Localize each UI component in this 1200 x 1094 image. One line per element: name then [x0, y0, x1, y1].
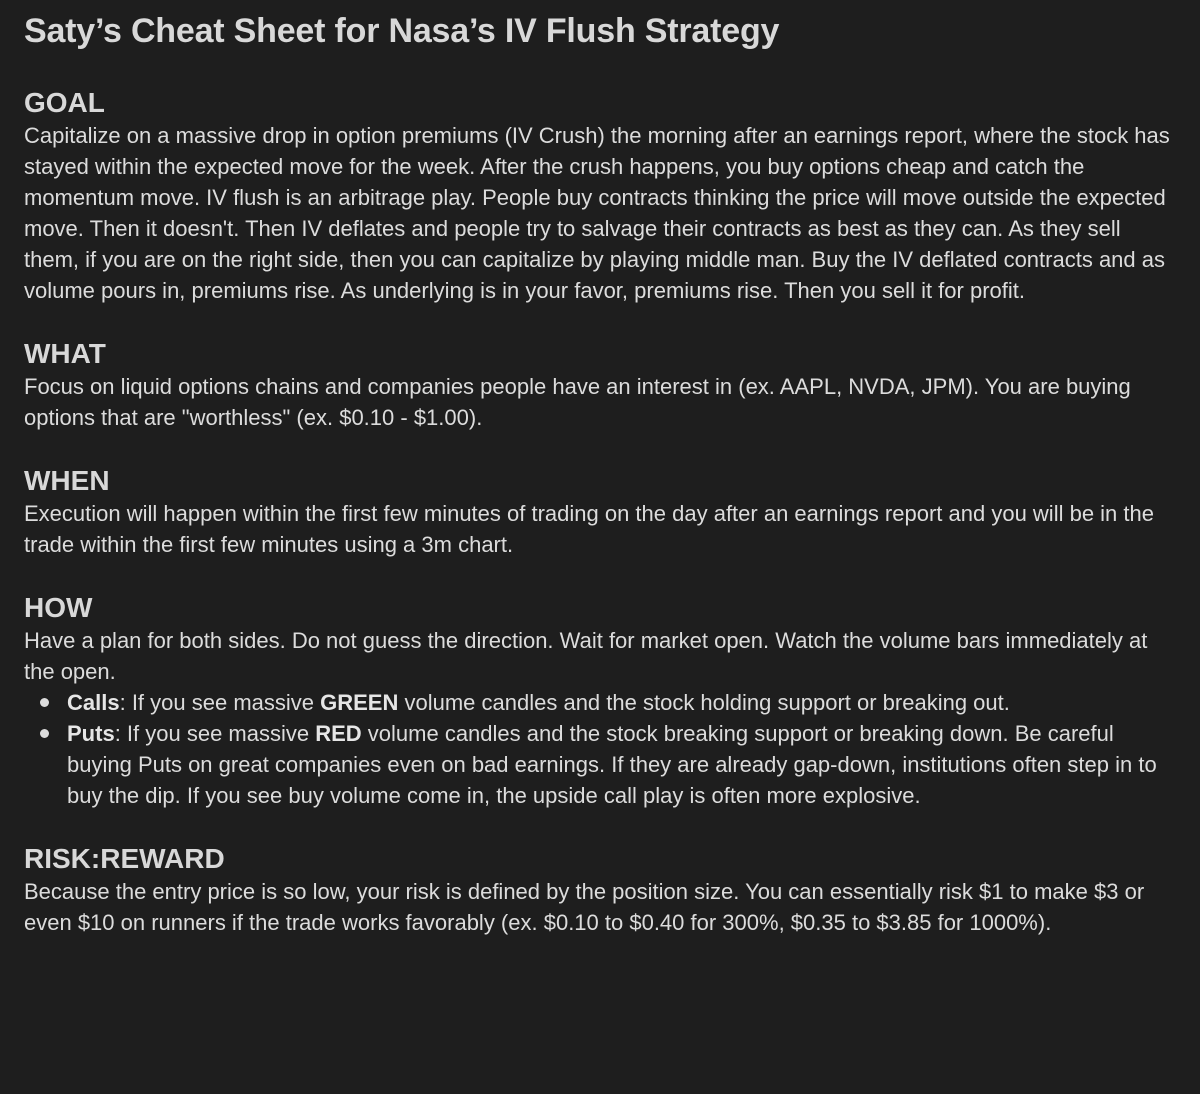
- how-bullet-list: [24, 687, 1176, 811]
- what-heading: WHAT: [24, 338, 106, 369]
- puts-bullet: [24, 718, 1176, 811]
- goal-text: Capitalize on a massive drop in option premiums (IV Crush) the morning after an earnings report, where the stock has stayed within the expected move for the week. After the crush happens, you buy options cheap and catch the momentum move. IV flush is an arbitrage play. People buy contracts thinking the price will move outside the expected move. Then it doesn't. Then IV deflates and people try to salvage their contracts as best as they can. As they sell them, if you are on the right side, then you can capitalize by playing middle man. Buy the IV deflated contracts and as volume pours in, premiums rise. As underlying is in your favor, premiums rise. Then you sell it for profit.: [24, 123, 1170, 303]
- page-title: Saty’s Cheat Sheet for Nasa’s IV Flush Strategy: [24, 12, 780, 50]
- calls-label: Calls: [67, 690, 120, 715]
- what-text: Focus on liquid options chains and companies people have an interest in (ex. AAPL, NVDA, JPM). You are buying options that are "worthless" (ex. $0.10 - $1.00).: [24, 374, 1131, 430]
- how-section: [24, 591, 1176, 811]
- puts-text-pre: : If you see massive: [114, 721, 316, 746]
- what-section: [24, 337, 1176, 433]
- risk-reward-heading: RISK:REWARD: [24, 843, 225, 874]
- goal-heading: GOAL: [24, 87, 105, 118]
- how-text: Have a plan for both sides. Do not guess the direction. Wait for market open. Watch the volume bars immediately at the open.: [24, 628, 1148, 684]
- calls-bullet: [24, 687, 1176, 718]
- puts-label: Puts: [67, 721, 115, 746]
- when-heading: WHEN: [24, 465, 110, 496]
- bullet-dot-icon: [40, 698, 49, 707]
- risk-reward-text: Because the entry price is so low, your risk is defined by the position size. You can essentially risk $1 to make $3 or even $10 on runners if the trade works favorably (ex. $0.10 to $0.40 for 300%, $0.35 to $3.85 for 1000%).: [24, 879, 1145, 935]
- risk-reward-section: [24, 842, 1176, 938]
- calls-text-pre: : If you see massive: [119, 690, 321, 715]
- green-emphasis: GREEN: [320, 690, 399, 715]
- bullet-dot-icon: [40, 729, 49, 738]
- puts-text-post: volume candles and the stock breaking support or breaking down. Be careful buying Puts on great companies even on bad earnings. If they are already gap-down, institutions often step in to buy the dip. If you see buy volume come in, the upside call play is often more explosive.: [67, 721, 1157, 808]
- when-section: [24, 464, 1176, 560]
- when-text: Execution will happen within the first few minutes of trading on the day after an earnings report and you will be in the trade within the first few minutes using a 3m chart.: [24, 501, 1154, 557]
- goal-section: [24, 86, 1176, 306]
- how-heading: HOW: [24, 592, 93, 623]
- calls-text-post: volume candles and the stock holding support or breaking out.: [398, 690, 1010, 715]
- red-emphasis: RED: [315, 721, 362, 746]
